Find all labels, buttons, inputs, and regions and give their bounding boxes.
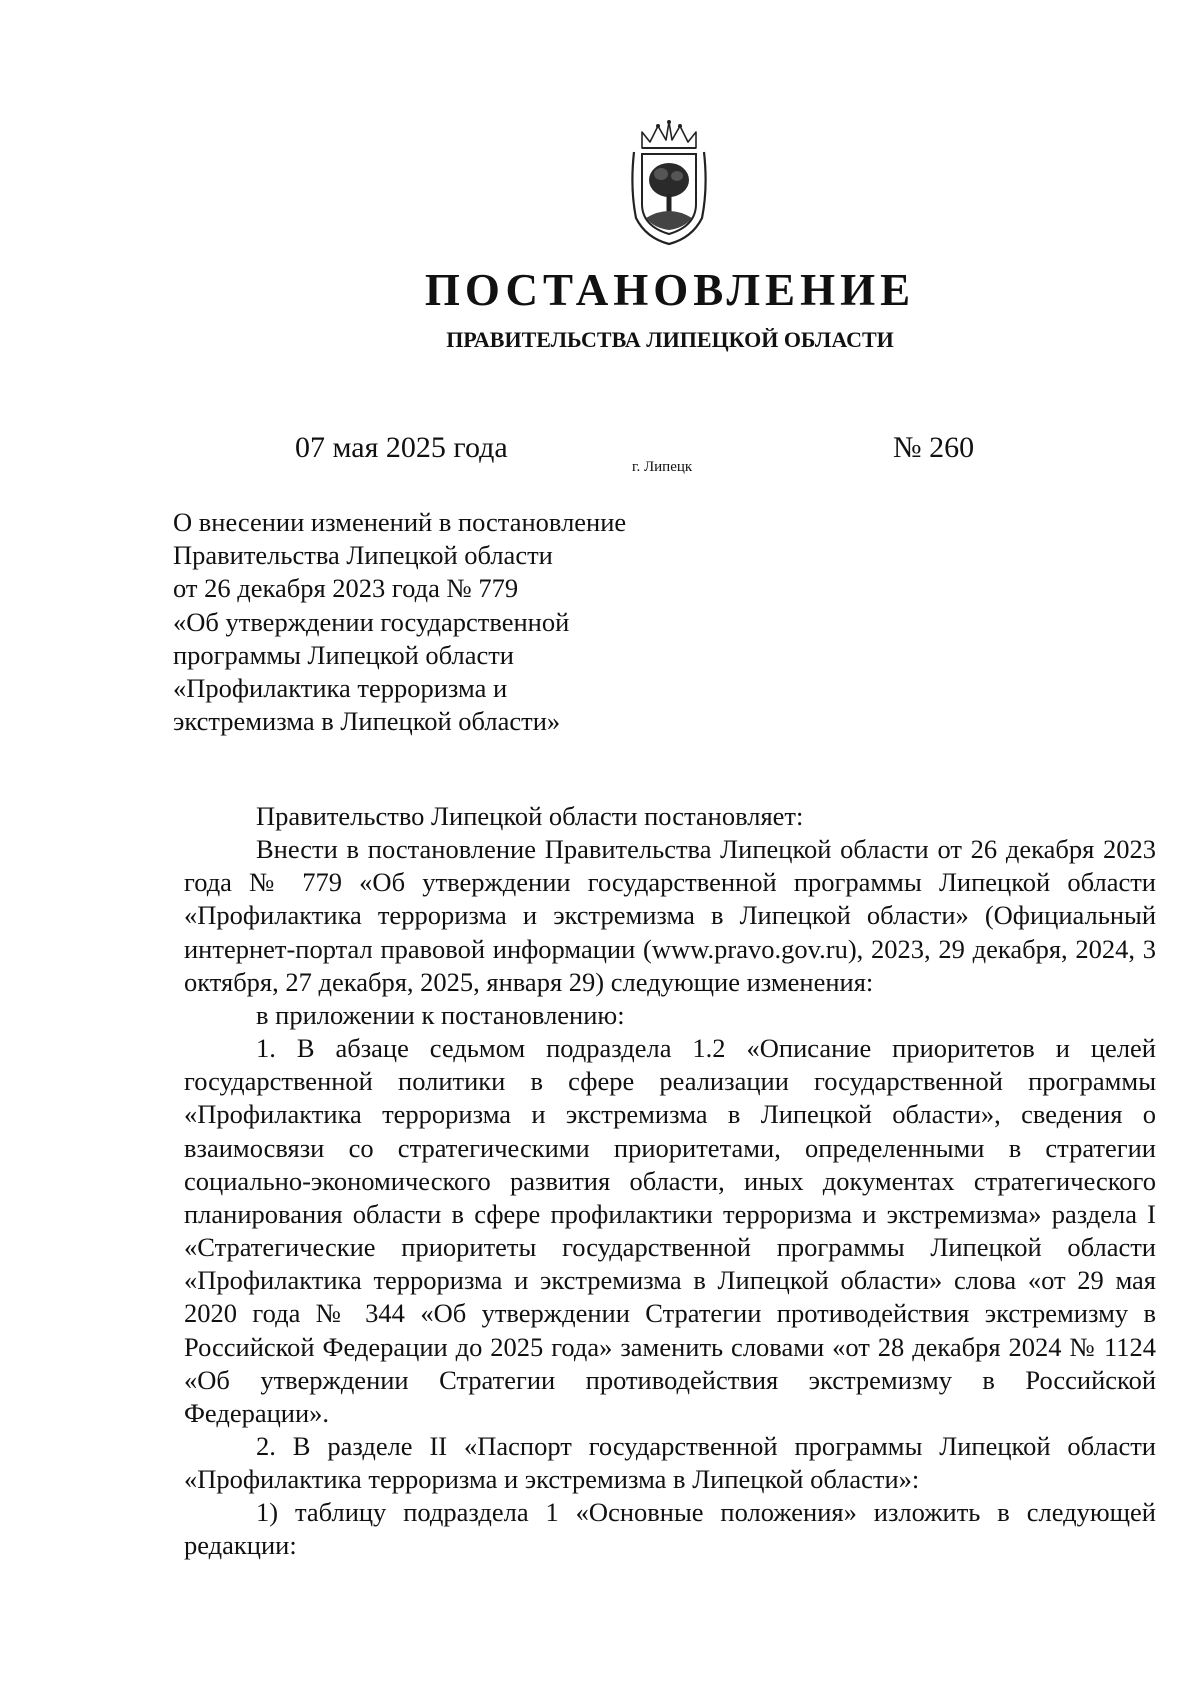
document-date: 07 мая 2025 года: [295, 431, 508, 464]
coat-of-arms-icon: [628, 118, 710, 246]
body-paragraph-annex: в приложении к постановлению:: [256, 999, 625, 1030]
body-paragraph-item-1: 1. В абзаце седьмом подраздела 1.2 «Описание приоритетов и целей государственной политики в сфере реализации государственной программы «Профилактика терроризма и экстремизма в Липецкой области», сведения о взаимосвязи со стратегическими приоритетами, определенными в стратегии социально-экономического развития области, иных документах стратегического планирования области в сфере профилактики терроризма и экстремизма» раздела I «Стратегические приоритеты государственной программы Липецкой области «Профилактика терроризма и экстремизма в Липецкой области» слова «от 29 мая 2020 года № 344 «Об утверждении Стратегии противодействия экстремизму в Российской Федерации до 2025 года» заменить словами «от 28 декабря 2024 № 1124 «Об утверждении Стратегии противодействия экстремизму в Российской Федерации».: [184, 1033, 1156, 1428]
subject-line: «Профилактика терроризма и: [173, 673, 508, 704]
body-paragraph-resolution: Внести в постановление Правительства Липецкой области от 26 декабря 2023 года № 779 «Об утверждении государственной программы Липецкой области «Профилактика терроризма и экстремизма в Липецкой области» (Официальный интернет-портал правовой информации (www.pravo.gov.ru), 2023, 29 декабря, 2024, 3 октября, 27 декабря, 2025, января 29) следующие изменения:: [184, 834, 1156, 997]
document-type-title: ПОСТАНОВЛЕНИЕ: [424, 265, 916, 315]
issuing-authority: ПРАВИТЕЛЬСТВА ЛИПЕЦКОЙ ОБЛАСТИ: [446, 327, 894, 352]
body-paragraph-preamble: Правительство Липецкой области постановляет:: [256, 801, 804, 831]
document-number: № 260: [893, 431, 975, 464]
body-paragraph-subitem-1: 1) таблицу подраздела 1 «Основные положения» изложить в следующей редакции:: [184, 1497, 1156, 1561]
subject-line: от 26 декабря 2023 года № 779: [173, 573, 519, 604]
document-body: [184, 800, 1156, 1563]
subject-line: экстремизма в Липецкой области»: [173, 706, 561, 737]
subject-line: «Об утверждении государственной: [173, 606, 570, 637]
subject-line: программы Липецкой области: [173, 639, 514, 670]
document-subject: [173, 506, 693, 738]
document-city: г. Липецк: [632, 459, 693, 475]
subject-line: Правительства Липецкой области: [173, 540, 553, 571]
subject-line: О внесении изменений в постановление: [173, 507, 627, 537]
body-paragraph-item-2: 2. В разделе II «Паспорт государственной программы Липецкой области «Профилактика терроризма и экстремизма в Липецкой области»:: [184, 1430, 1156, 1495]
